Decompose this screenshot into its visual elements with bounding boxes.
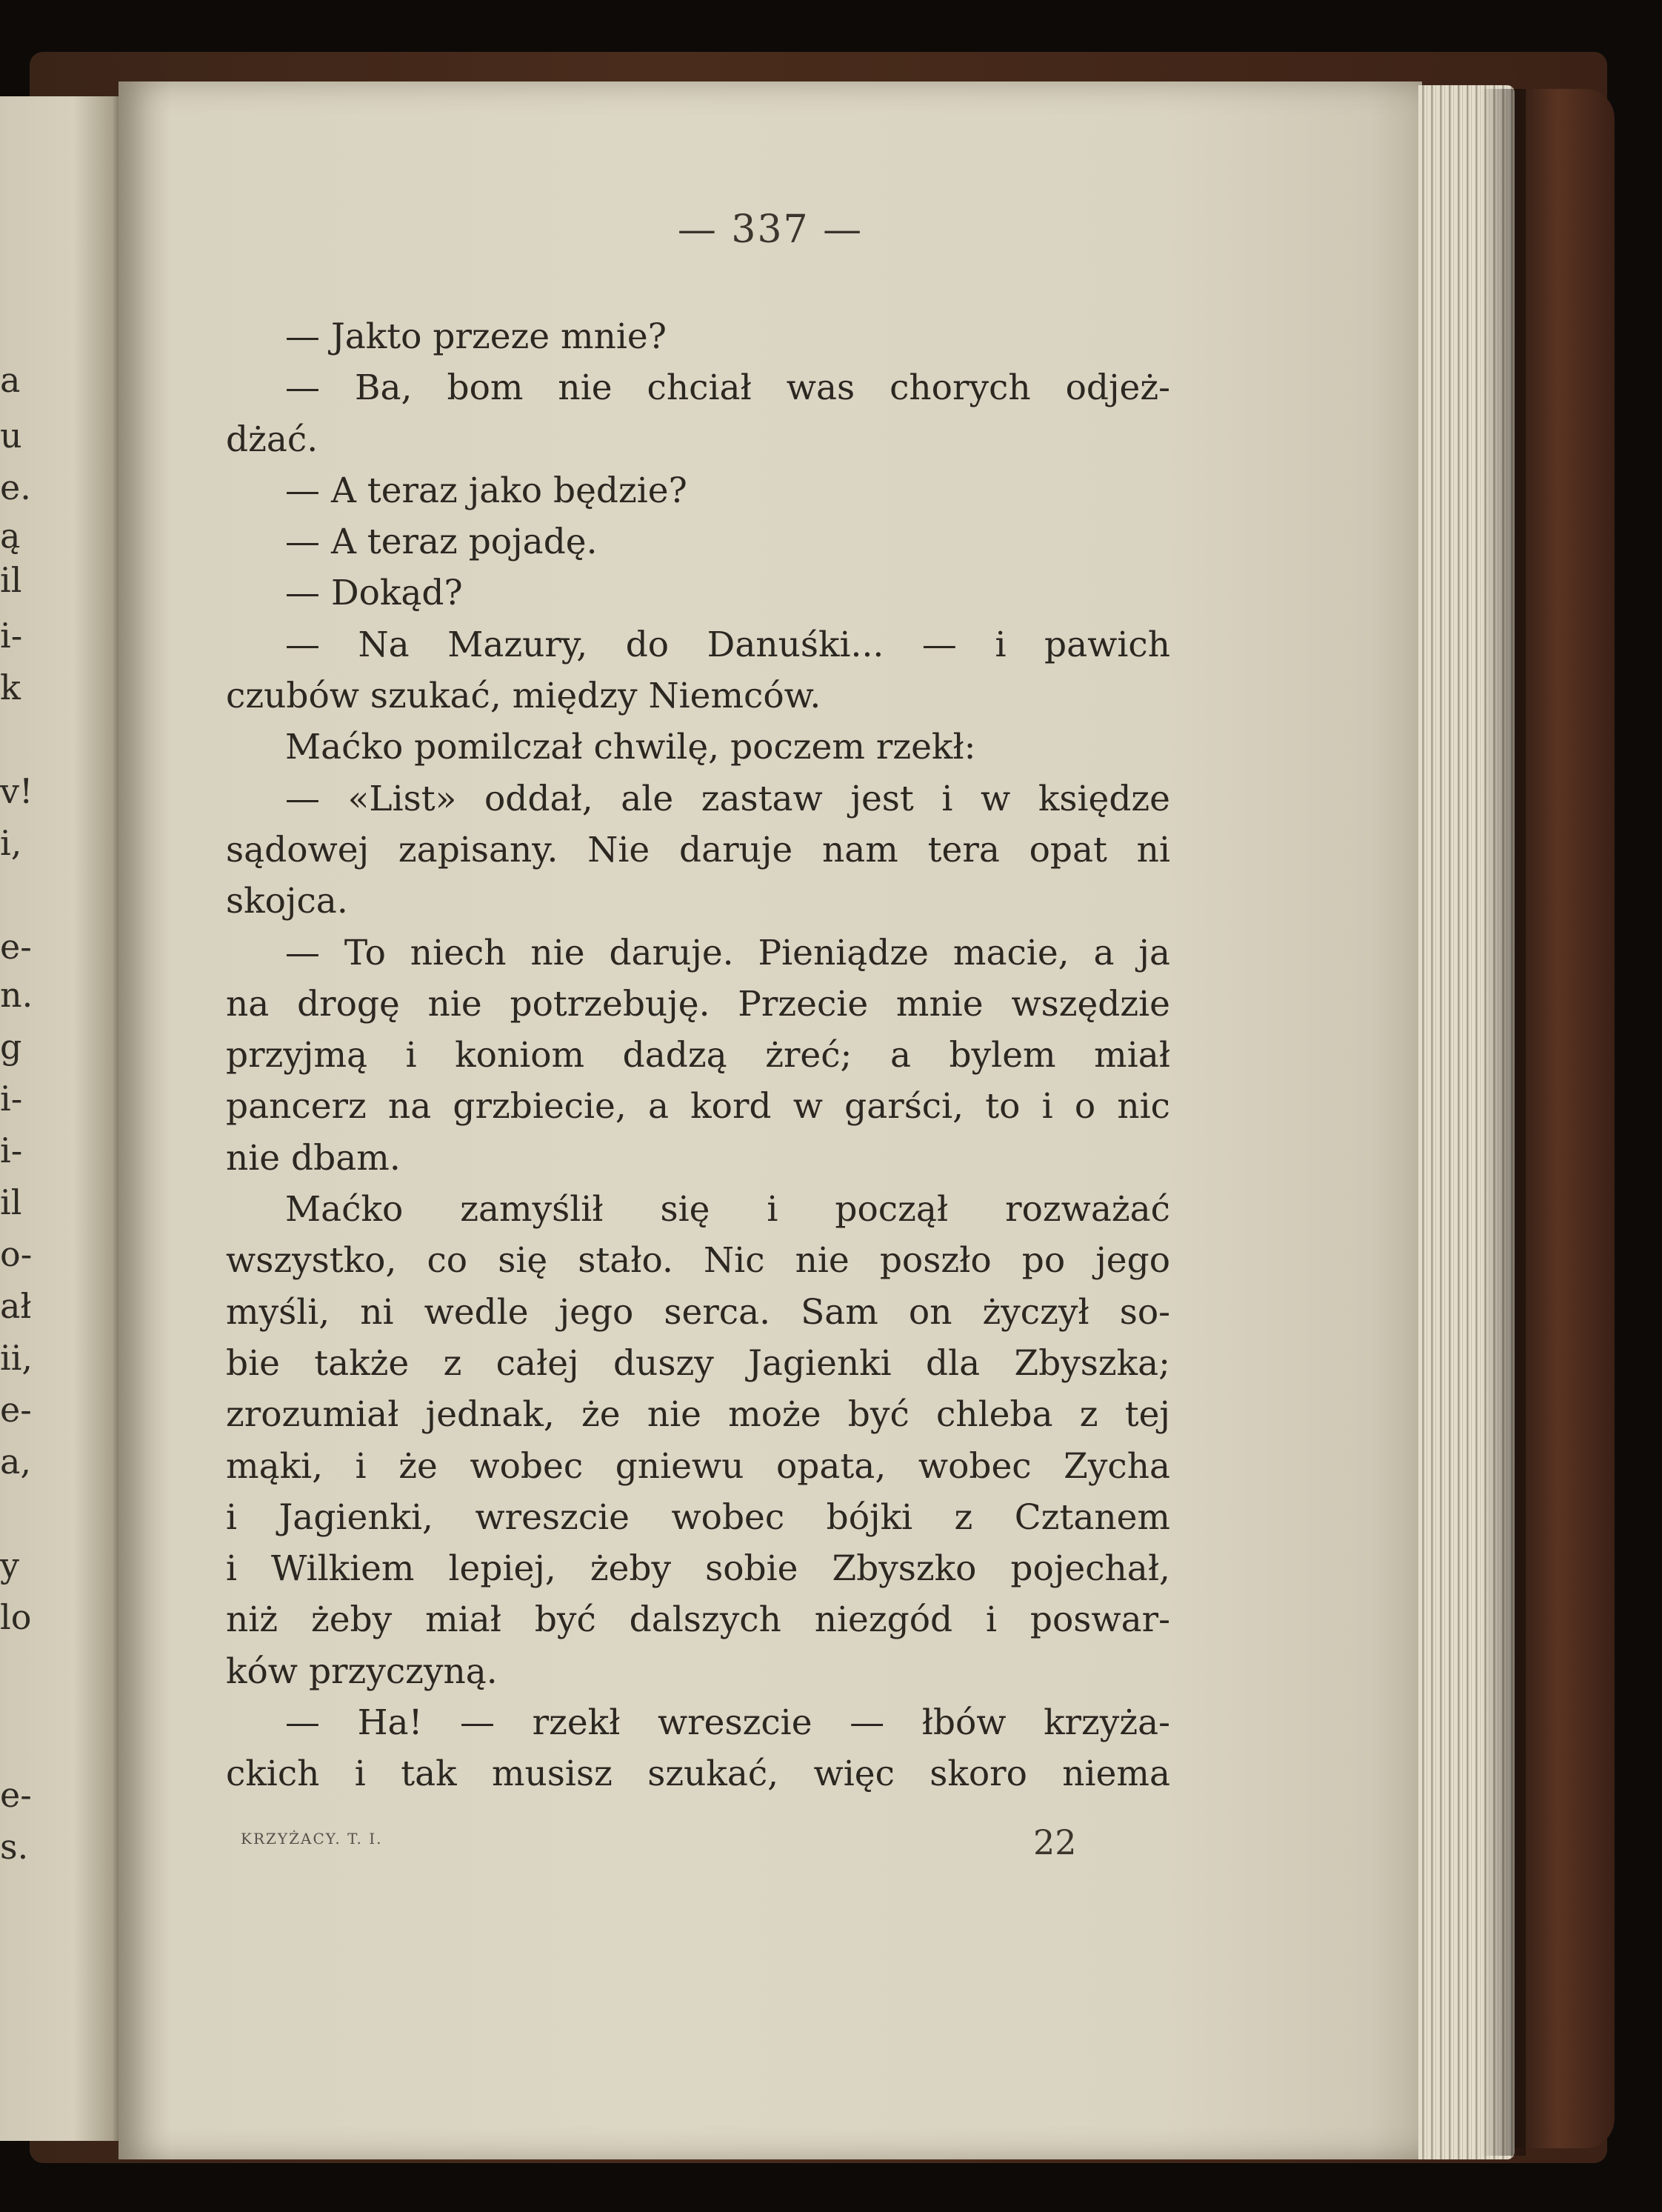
text-line: sądowej zapisany. Nie daruje nam tera opat ni — [226, 829, 1170, 870]
text-line: czubów szukać, między Niemców. — [226, 676, 821, 717]
left-page-fragment: e- — [0, 1775, 32, 1815]
left-page-fragment: i- — [0, 1130, 23, 1170]
left-page-fragment: ał — [0, 1286, 32, 1326]
left-page-fragment: y — [0, 1545, 19, 1585]
text-line: i Wilkiem lepiej, żeby sobie Zbyszko pojechał, — [226, 1548, 1170, 1590]
footer-sheet-number: 22 — [1033, 1822, 1077, 1862]
text-line: nie dbam. — [226, 1137, 401, 1179]
left-page-fragment: k — [0, 667, 21, 707]
page-body — [226, 311, 1170, 1800]
text-line: ków przyczyną. — [226, 1650, 498, 1692]
left-page-fragment: e- — [0, 927, 32, 967]
text-line: — Na Mazury, do Danuśki... — i pawich — [285, 624, 1170, 665]
text-line: mąki, i że wobec gniewu opata, wobec Zycha — [226, 1445, 1170, 1487]
left-page-fragment: o- — [0, 1234, 33, 1274]
text-line: — To niech nie daruje. Pieniądze macie, a ja — [285, 932, 1170, 973]
left-page-fragment: i- — [0, 1079, 23, 1119]
text-line: i Jagienki, wreszcie wobec bójki z Cztanem — [226, 1496, 1170, 1538]
left-page-fragment: il — [0, 1182, 22, 1222]
text-line: — Jakto przeze mnie? — [285, 316, 667, 357]
page-number: — 337 — — [677, 207, 864, 252]
left-page-fragment: i- — [0, 616, 23, 656]
page-footer — [226, 1822, 1107, 1867]
text-line: dżać. — [226, 419, 318, 460]
left-page-fragment: ii, — [0, 1338, 33, 1378]
text-line: — Dokąd? — [285, 573, 463, 614]
left-page-fragment: il — [0, 560, 22, 600]
text-line: bie także z całej duszy Jagienki dla Zbyszka; — [226, 1342, 1170, 1384]
text-line: Maćko zamyślił się i począł rozważać — [285, 1189, 1170, 1230]
footer-signature: KRZYŻACY. T. I. — [241, 1830, 383, 1848]
page-header — [119, 207, 1422, 252]
left-page-fragment: e. — [0, 467, 31, 507]
text-line: na drogę nie potrzebuję. Przecie mnie wszędzie — [226, 983, 1170, 1025]
text-line: wszystko, co się stało. Nic nie poszło po jego — [226, 1240, 1170, 1282]
left-page-edge — [0, 96, 122, 2141]
text-line: zrozumiał jednak, że nie może być chleba z tej — [226, 1394, 1170, 1436]
text-line: — A teraz pojadę. — [285, 522, 598, 563]
text-line: pancerz na grzbiecie, a kord w garści, to i o nic — [226, 1086, 1170, 1127]
text-line: myśli, ni wedle jego serca. Sam on życzył so- — [226, 1291, 1170, 1333]
left-page-fragment: ą — [0, 516, 21, 556]
text-line: — Ha! — rzekł wreszcie — łbów krzyża- — [285, 1702, 1170, 1744]
left-page-fragment: e- — [0, 1390, 32, 1430]
left-page-fragment: n. — [0, 975, 33, 1015]
left-page-fragment: u — [0, 416, 22, 456]
left-page-fragment: v! — [0, 771, 33, 811]
text-line: Maćko pomilczał chwilę, poczem rzekł: — [285, 727, 976, 768]
left-page-fragment: i, — [0, 823, 22, 863]
text-line: — A teraz jako będzie? — [285, 470, 687, 511]
text-line: przyjmą i koniom dadzą żreć; a bylem miał — [226, 1035, 1170, 1076]
text-line: — Ba, bom nie chciał was chorych odjeż- — [285, 367, 1170, 409]
left-page-fragment: a — [0, 360, 21, 400]
text-line: — «List» oddał, ale zastaw jest i w księdze — [285, 778, 1170, 819]
text-line: ckich i tak musisz szukać, więc skoro niema — [226, 1753, 1170, 1795]
page-stack-shadow — [1481, 89, 1526, 2156]
book-cover-edge — [1511, 89, 1615, 2148]
left-page-fragment: s. — [0, 1827, 29, 1867]
left-page-fragment: a, — [0, 1442, 32, 1482]
text-line: niż żeby miał być dalszych niezgód i poswar- — [226, 1599, 1170, 1641]
text-line: skojca. — [226, 881, 348, 922]
left-page-fragment: lo — [0, 1597, 32, 1637]
left-page-fragment: g — [0, 1027, 22, 1067]
